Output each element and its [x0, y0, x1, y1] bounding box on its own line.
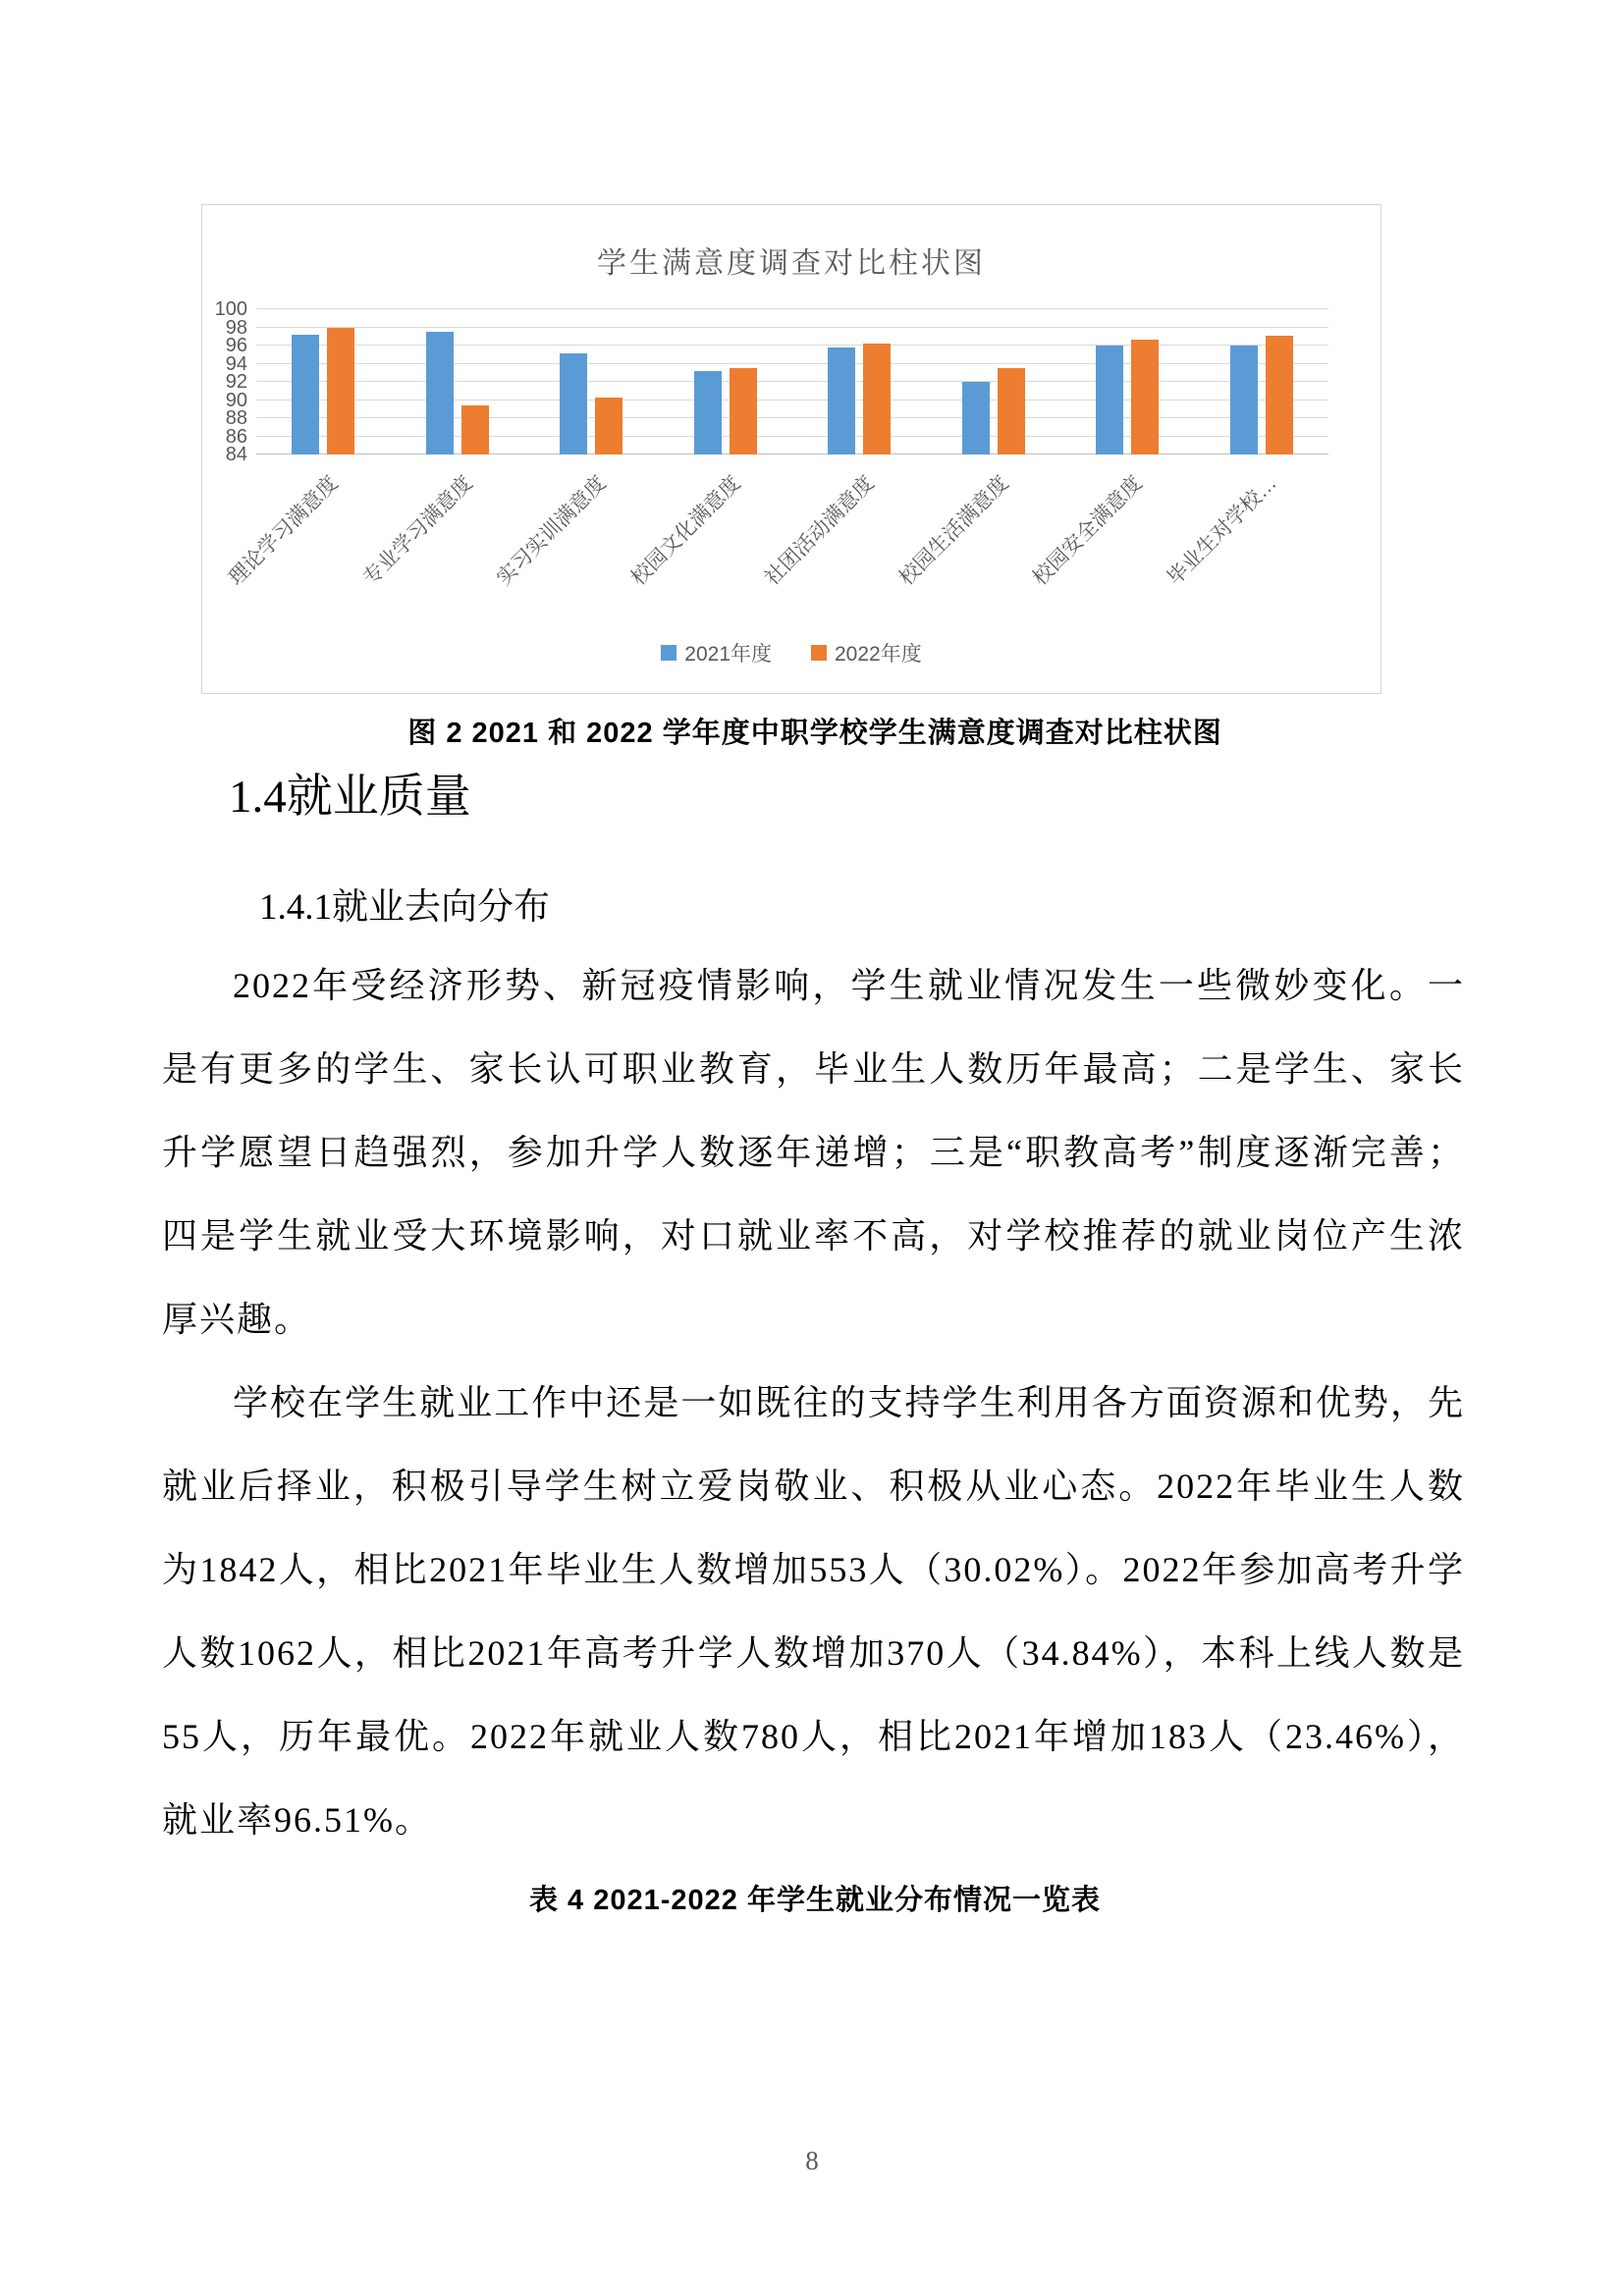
bar-2021年度 — [962, 382, 990, 454]
bar-2021年度 — [426, 332, 454, 454]
x-category-label: 社团活动满意度 — [760, 471, 880, 590]
body-paragraph-2: 学校在学生就业工作中还是一如既往的支持学生利用各方面资源和优势，先就业后择业，积极引导学生树立爱岗敬业、积极从业心态。2022年毕业生人数为1842人，相比2021年毕业生人数增加553人（30.02%）。2022年参加高考升学人数1062人，相比2021年高考升学人数增加370人（34.84%），本科上线人数是55人，历年最优。2022年就业人数780人，相比2021年增加183人（23.46%），就业率96.51%。 — [162, 1383, 1465, 1840]
bar-2021年度 — [1096, 346, 1123, 454]
y-tick-label: 86 — [225, 425, 247, 448]
x-category-label: 毕业生对学校… — [1163, 471, 1281, 590]
bar-group — [792, 309, 927, 454]
section-heading: 1.4就业质量 — [229, 772, 471, 823]
bar-2022年度 — [1266, 336, 1293, 454]
legend-swatch-icon — [811, 645, 827, 661]
bar-2022年度 — [595, 398, 623, 454]
bar-group — [659, 309, 793, 454]
bar-2022年度 — [730, 368, 757, 454]
figure-caption: 图 2 2021 和 2022 学年度中职学校学生满意度调查对比柱状图 — [407, 718, 1222, 749]
y-tick-label: 90 — [225, 389, 247, 411]
bar-group — [256, 309, 391, 454]
table-caption: 表 4 2021-2022 年学生就业分布情况一览表 — [529, 1885, 1101, 1916]
x-category-label: 校园文化满意度 — [626, 471, 745, 590]
y-tick-label: 94 — [225, 352, 247, 375]
bar-group — [1060, 309, 1195, 454]
bar-group — [524, 309, 659, 454]
chart-title: 学生满意度调查对比柱状图 — [597, 247, 986, 280]
x-category-label: 校园安全满意度 — [1028, 471, 1148, 590]
bar-2021年度 — [694, 371, 722, 454]
bar-2021年度 — [560, 353, 587, 454]
x-category-label: 实习实训满意度 — [492, 471, 612, 590]
chart-plot-area — [214, 298, 1328, 590]
legend-item — [661, 638, 772, 667]
legend-label: 2022年度 — [835, 643, 922, 666]
bar-group — [391, 309, 525, 454]
satisfaction-bar-chart — [201, 204, 1381, 694]
bar-2022年度 — [327, 328, 354, 455]
y-tick-label: 84 — [225, 444, 247, 465]
bar-group — [1195, 309, 1329, 454]
bar-2021年度 — [292, 335, 319, 454]
y-tick-label: 92 — [225, 371, 247, 393]
legend-item — [811, 638, 922, 667]
legend-swatch-icon — [661, 645, 677, 661]
chart-legend — [202, 638, 1380, 667]
x-category-label: 理论学习满意度 — [224, 471, 344, 590]
y-tick-label: 100 — [214, 298, 247, 320]
bar-2021年度 — [1230, 346, 1258, 454]
bar-2022年度 — [461, 405, 489, 454]
bar-2022年度 — [998, 368, 1025, 454]
bar-group — [927, 309, 1061, 454]
y-tick-label: 98 — [225, 316, 247, 339]
page-number: 8 — [805, 2146, 819, 2175]
legend-label: 2021年度 — [684, 643, 772, 666]
x-category-label: 专业学习满意度 — [358, 471, 477, 590]
bar-2022年度 — [1131, 340, 1159, 454]
x-category-label: 校园生活满意度 — [894, 471, 1013, 590]
y-tick-label: 88 — [225, 407, 247, 429]
bar-groups — [256, 309, 1328, 454]
body-paragraph-1: 2022年受经济形势、新冠疫情影响，学生就业情况发生一些微妙变化。一是有更多的学生、家长认可职业教育，毕业生人数历年最高；二是学生、家长升学愿望日趋强烈，参加升学人数逐年递增；三是“职教高考”制度逐渐完善；四是学生就业受大环境影响，对口就业率不高，对学校推荐的就业岗位产生浓厚兴趣。 — [162, 966, 1465, 1339]
bar-2021年度 — [828, 347, 855, 454]
bar-2022年度 — [863, 344, 891, 454]
y-tick-label: 96 — [225, 335, 247, 356]
subsection-heading: 1.4.1就业去向分布 — [259, 887, 550, 928]
